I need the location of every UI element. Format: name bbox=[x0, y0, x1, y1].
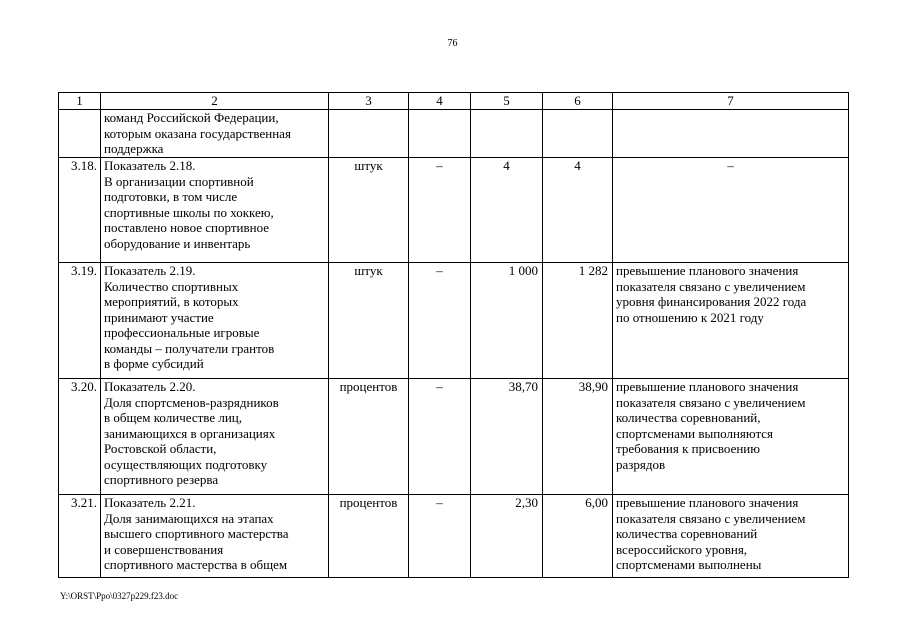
indicator-line: поддержка bbox=[104, 141, 164, 156]
indicator-line: Показатель 2.21. bbox=[104, 495, 196, 510]
note-line: спортсменами выполняются bbox=[616, 425, 774, 441]
table-row bbox=[59, 158, 849, 263]
indicator-cell bbox=[101, 495, 329, 578]
note-line: разрядов bbox=[616, 456, 666, 472]
col5-cell: 38,70 bbox=[471, 379, 543, 495]
col6-cell: 4 bbox=[543, 158, 613, 263]
col6-cell bbox=[543, 110, 613, 158]
col4-cell: – bbox=[409, 379, 471, 495]
row-number: 3.19. bbox=[59, 263, 101, 379]
col4-cell: – bbox=[409, 263, 471, 379]
indicators-table bbox=[58, 92, 849, 578]
table-row bbox=[59, 495, 849, 578]
note-line: по отношению к 2021 году bbox=[616, 309, 764, 325]
note-line: превышение планового значения bbox=[616, 495, 799, 510]
col6-cell: 38,90 bbox=[543, 379, 613, 495]
indicator-line: спортивные школы по хоккею, bbox=[104, 204, 274, 220]
note-line: требования к присвоению bbox=[616, 441, 760, 456]
col5-cell: 2,30 bbox=[471, 495, 543, 578]
row-number: 3.21. bbox=[59, 495, 101, 578]
note-line: уровня финансирования 2022 года bbox=[616, 294, 807, 309]
note-line: количества соревнований, bbox=[616, 410, 761, 425]
indicator-cell bbox=[101, 110, 329, 158]
indicator-line: Доля занимающихся на этапах bbox=[104, 510, 274, 526]
indicator-line: Показатель 2.20. bbox=[104, 379, 196, 394]
indicator-line: подготовки, в том числе bbox=[104, 189, 238, 204]
note-line: показателя связано с увеличением bbox=[616, 278, 806, 294]
col-header-4: 4 bbox=[409, 93, 471, 110]
col-header-7: 7 bbox=[613, 93, 849, 110]
col4-cell bbox=[409, 110, 471, 158]
note-line: количества соревнований bbox=[616, 526, 758, 541]
note-line: показателя связано с увеличением bbox=[616, 394, 806, 410]
note-cell bbox=[613, 158, 849, 263]
col4-cell: – bbox=[409, 158, 471, 263]
indicator-line: в общем количестве лиц, bbox=[104, 410, 243, 425]
col-header-1: 1 bbox=[59, 93, 101, 110]
page-number: 76 bbox=[447, 38, 458, 49]
col5-cell: 4 bbox=[471, 158, 543, 263]
unit-cell: штук bbox=[329, 158, 409, 263]
note-cell bbox=[613, 263, 849, 379]
unit-cell: процентов bbox=[329, 379, 409, 495]
indicator-line: оборудование и инвентарь bbox=[104, 235, 251, 251]
indicator-cell bbox=[101, 158, 329, 263]
note-cell bbox=[613, 379, 849, 495]
indicator-line: принимают участие bbox=[104, 309, 214, 325]
col-header-2: 2 bbox=[101, 93, 329, 110]
table-row bbox=[59, 263, 849, 379]
indicator-line: команд Российской Федерации, bbox=[104, 110, 279, 125]
note-cell bbox=[613, 495, 849, 578]
indicator-line: в форме субсидий bbox=[104, 356, 204, 371]
indicator-cell bbox=[101, 263, 329, 379]
col4-cell: – bbox=[409, 495, 471, 578]
table-row bbox=[59, 110, 849, 158]
note-line: – bbox=[727, 158, 734, 173]
indicator-line: которым оказана государственная bbox=[104, 125, 291, 141]
note-cell bbox=[613, 110, 849, 158]
indicator-line: спортивного резерва bbox=[104, 472, 219, 487]
note-line: показателя связано с увеличением bbox=[616, 510, 806, 526]
row-number bbox=[59, 110, 101, 158]
indicator-line: профессиональные игровые bbox=[104, 325, 260, 340]
indicator-cell bbox=[101, 379, 329, 495]
col6-cell: 6,00 bbox=[543, 495, 613, 578]
unit-cell: процентов bbox=[329, 495, 409, 578]
col-header-6: 6 bbox=[543, 93, 613, 110]
col5-cell: 1 000 bbox=[471, 263, 543, 379]
indicator-line: Ростовской области, bbox=[104, 441, 217, 456]
indicator-line: занимающихся в организациях bbox=[104, 425, 276, 441]
row-number: 3.20. bbox=[59, 379, 101, 495]
indicator-line: мероприятий, в которых bbox=[104, 294, 239, 309]
row-number: 3.18. bbox=[59, 158, 101, 263]
indicator-line: команды – получатели грантов bbox=[104, 340, 275, 356]
note-line: спортсменами выполнены bbox=[616, 557, 762, 572]
table-row bbox=[59, 379, 849, 495]
note-line: превышение планового значения bbox=[616, 379, 799, 394]
col5-cell bbox=[471, 110, 543, 158]
col6-cell: 1 282 bbox=[543, 263, 613, 379]
note-line: превышение планового значения bbox=[616, 263, 799, 278]
header-row bbox=[59, 93, 849, 110]
indicator-line: спортивного мастерства в общем bbox=[104, 557, 288, 572]
indicator-line: осуществляющих подготовку bbox=[104, 456, 268, 472]
col-header-3: 3 bbox=[329, 93, 409, 110]
indicator-line: Доля спортсменов-разрядников bbox=[104, 394, 279, 410]
document-file-path: Y:\ORST\Ppo\0327p229.f23.doc bbox=[60, 591, 179, 601]
indicator-line: и совершенствования bbox=[104, 541, 224, 557]
note-line: всероссийского уровня, bbox=[616, 541, 748, 557]
unit-cell bbox=[329, 110, 409, 158]
indicator-line: Показатель 2.19. bbox=[104, 263, 196, 278]
indicator-line: поставлено новое спортивное bbox=[104, 220, 269, 235]
col-header-5: 5 bbox=[471, 93, 543, 110]
indicator-line: В организации спортивной bbox=[104, 173, 254, 189]
indicator-line: Показатель 2.18. bbox=[104, 158, 196, 173]
unit-cell: штук bbox=[329, 263, 409, 379]
indicator-line: Количество спортивных bbox=[104, 278, 239, 294]
indicator-line: высшего спортивного мастерства bbox=[104, 526, 289, 541]
